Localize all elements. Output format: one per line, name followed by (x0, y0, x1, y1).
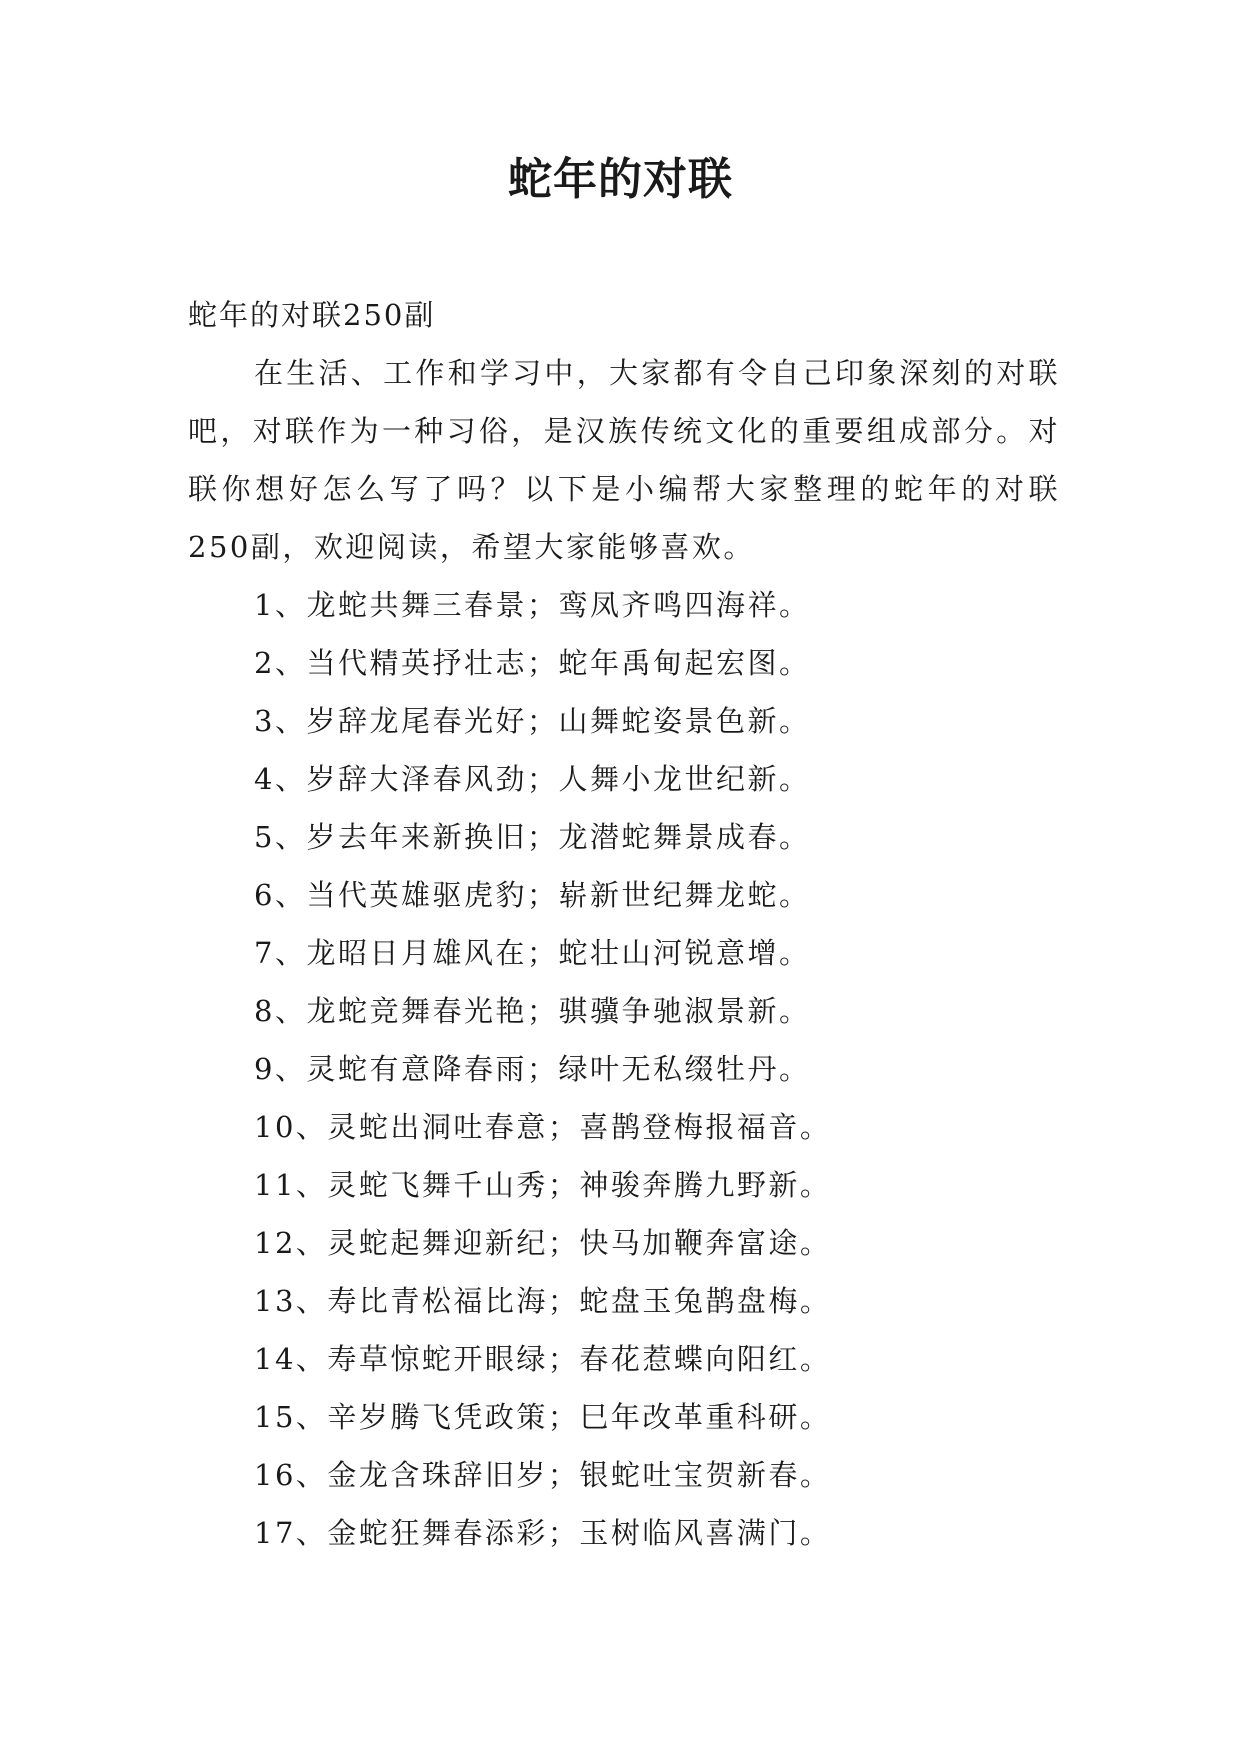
couplet-item: 9、灵蛇有意降春雨；绿叶无私缀牡丹。 (254, 1052, 811, 1086)
couplet-item: 13、寿比青松福比海；蛇盘玉兔鹊盘梅。 (254, 1284, 832, 1318)
couplet-item: 5、岁去年来新换旧；龙潜蛇舞景成春。 (254, 820, 811, 854)
couplet-item: 4、岁辞大泽春风劲；人舞小龙世纪新。 (254, 762, 811, 796)
couplet-item: 10、灵蛇出洞吐春意；喜鹊登梅报福音。 (254, 1110, 832, 1144)
couplet-item: 12、灵蛇起舞迎新纪；快马加鞭奔富途。 (254, 1226, 832, 1260)
couplet-list (188, 576, 1060, 1562)
document-subtitle: 蛇年的对联250副 (188, 298, 436, 332)
document-title: 蛇年的对联 (508, 154, 733, 205)
couplet-item: 2、当代精英抒壮志；蛇年禹甸起宏图。 (254, 646, 811, 680)
couplet-item: 17、金蛇狂舞春添彩；玉树临风喜满门。 (254, 1516, 832, 1550)
couplet-item: 6、当代英雄驱虎豹；崭新世纪舞龙蛇。 (254, 878, 811, 912)
couplet-item: 15、辛岁腾飞凭政策；巳年改革重科研。 (254, 1400, 832, 1434)
intro-paragraph: 在生活、工作和学习中，大家都有令自己印象深刻的对联吧，对联作为一种习俗，是汉族传统文化的重要组成部分。对联你想好怎么写了吗？以下是小编帮大家整理的蛇年的对联250副，欢迎阅读，希望大家能够喜欢。 (188, 356, 1060, 564)
couplet-item: 1、龙蛇共舞三春景；鸾凤齐鸣四海祥。 (254, 588, 811, 622)
couplet-item: 8、龙蛇竞舞春光艳；骐骥争驰淑景新。 (254, 994, 811, 1028)
couplet-item: 3、岁辞龙尾春光好；山舞蛇姿景色新。 (254, 704, 811, 738)
couplet-item: 7、龙昭日月雄风在；蛇壮山河锐意增。 (254, 936, 811, 970)
couplet-item: 14、寿草惊蛇开眼绿；春花惹蝶向阳红。 (254, 1342, 832, 1376)
couplet-item: 16、金龙含珠辞旧岁；银蛇吐宝贺新春。 (254, 1458, 832, 1492)
couplet-item: 11、灵蛇飞舞千山秀；神骏奔腾九野新。 (254, 1168, 832, 1202)
document-body (188, 286, 1060, 1562)
